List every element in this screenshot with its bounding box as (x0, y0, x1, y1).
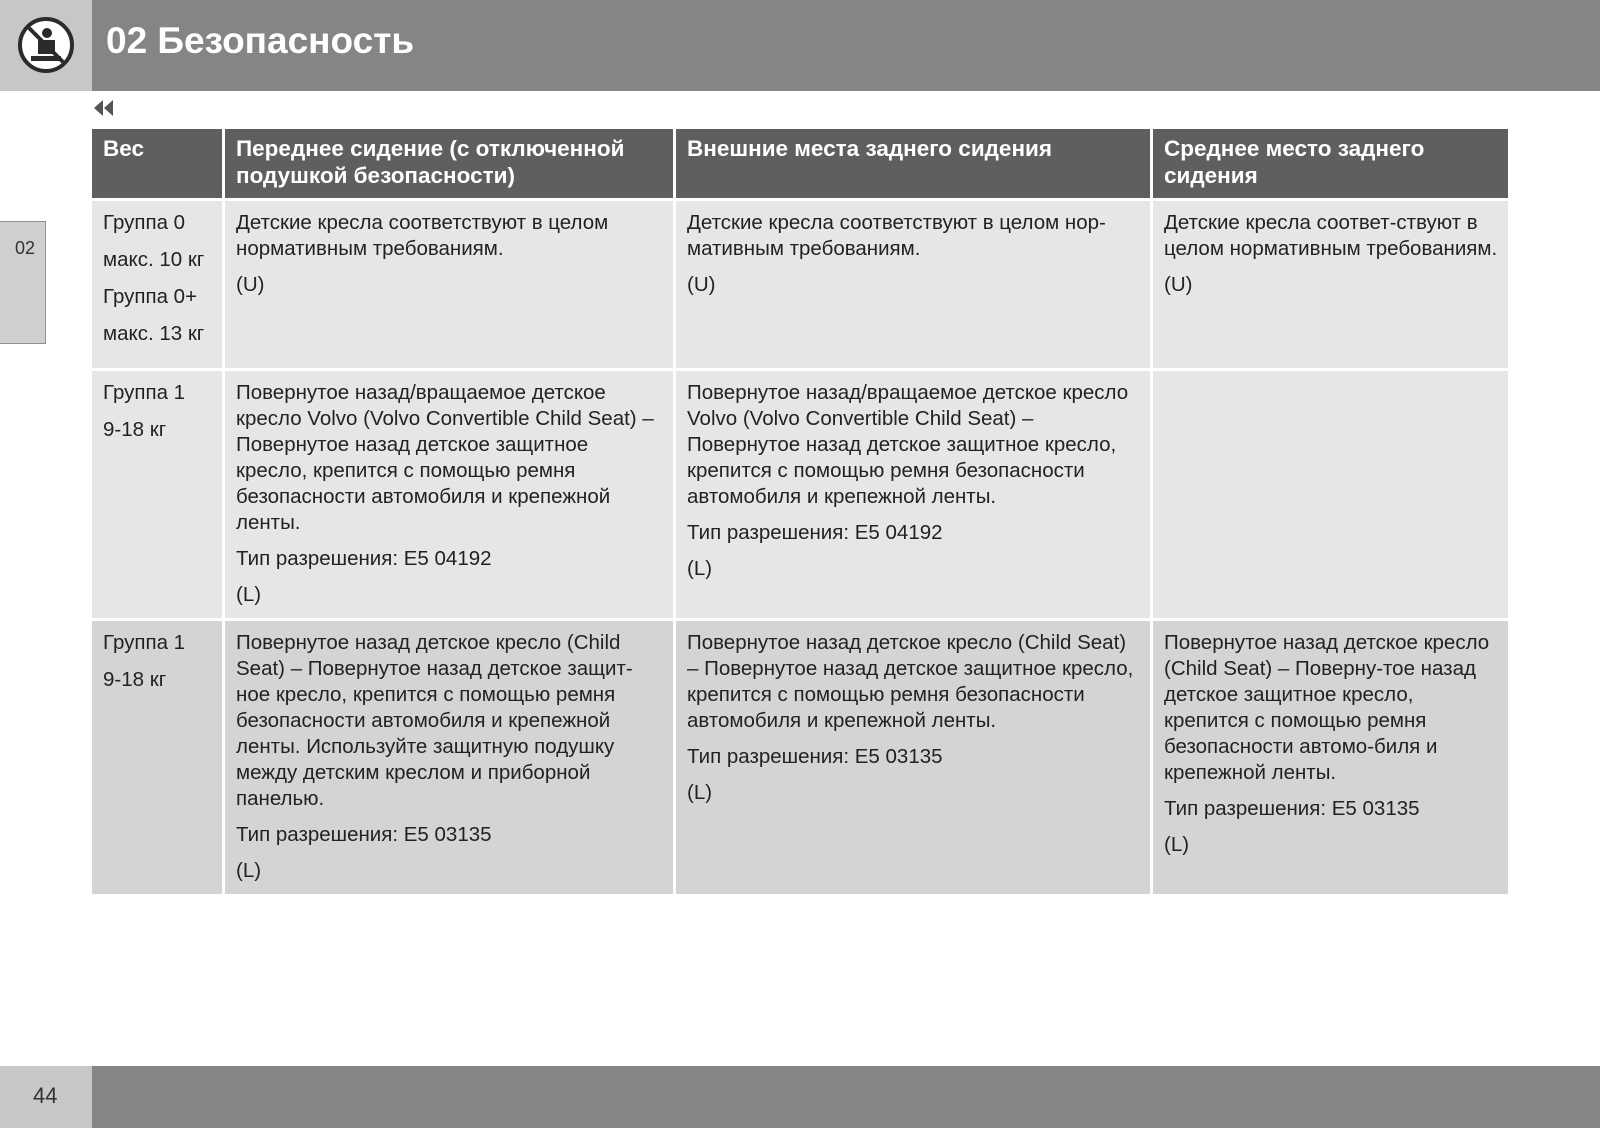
table-header-row (92, 129, 1508, 198)
cell-code: (L) (1164, 833, 1190, 856)
cell-text: Повернутое назад детское кресло (Child Seat) – Поверну-тое назад детское защитное кресло, крепится с помощью ремня безопасности автомо-биля и крепежной ленты. (1164, 631, 1490, 784)
middle-rear-cell (1150, 618, 1508, 894)
page-title: 02 Безопасность (106, 20, 415, 61)
outer-rear-cell (673, 198, 1150, 368)
weight-group: Группа 1 (103, 631, 186, 654)
child-seat-prohibited-icon (17, 16, 75, 74)
weight-value: 9-18 кг (103, 668, 167, 691)
cell-approval: Тип разрешения: E5 04192 (687, 521, 943, 544)
weight-group: Группа 0 (103, 211, 186, 234)
weight-cell (92, 368, 222, 618)
cell-approval: Тип разрешения: E5 03135 (236, 823, 492, 846)
double-left-arrow-icon[interactable] (92, 97, 116, 119)
weight-value: макс. 13 кг (103, 322, 205, 345)
chapter-tab-label: 02 (15, 238, 36, 258)
front-seat-cell (222, 618, 673, 894)
column-header-outer-rear: Внешние места заднего сидения (673, 129, 1150, 198)
child-seat-table (92, 129, 1508, 894)
outer-rear-cell (673, 368, 1150, 618)
cell-text: Повернутое назад детское кресло (Child Seat) – Повернутое назад детское защитное кресло, крепится с помощью ремня безопасности автомобиля и крепежной ленты. (687, 631, 1134, 732)
middle-rear-cell (1150, 368, 1508, 618)
cell-code: (L) (687, 557, 713, 580)
page-number: 44 (33, 1083, 58, 1108)
outer-rear-cell (673, 618, 1150, 894)
cell-text: Детские кресла соответствуют в целом нормативным требованиям. (236, 211, 609, 260)
column-header-middle-rear: Среднее место заднего сидения (1150, 129, 1508, 198)
weight-value: 9-18 кг (103, 418, 167, 441)
cell-text: Детские кресла соответ-ствуют в целом нормативным требованиям. (1164, 211, 1498, 260)
weight-group: Группа 1 (103, 381, 186, 404)
column-header-weight: Вес (92, 129, 222, 198)
cell-code: (L) (236, 583, 262, 606)
cell-code: (U) (687, 273, 716, 296)
cell-code: (U) (236, 273, 265, 296)
cell-text: Повернутое назад/вращаемое детское кресло Volvo (Volvo Convertible Child Seat) – Повернутое назад детское защитное кресло, крепится с помощью ремня безопасности автомобиля и крепежной ленты. (687, 381, 1129, 508)
cell-approval: Тип разрешения: E5 03135 (1164, 797, 1420, 820)
cell-text: Детские кресла соответствуют в целом нор-мативным требованиям. (687, 211, 1106, 260)
middle-rear-cell (1150, 198, 1508, 368)
weight-cell (92, 618, 222, 894)
front-seat-cell (222, 368, 673, 618)
cell-code: (L) (687, 781, 713, 804)
footer-bar (92, 1066, 1600, 1128)
column-header-front-seat: Переднее сидение (с отключенной подушкой безопасности) (222, 129, 673, 198)
weight-group: Группа 0+ (103, 285, 198, 308)
cell-code: (L) (236, 859, 262, 882)
footer-page-box (0, 1066, 92, 1128)
cell-code: (U) (1164, 273, 1193, 296)
cell-approval: Тип разрешения: E5 04192 (236, 547, 492, 570)
header-icon-box (0, 0, 92, 91)
table-row (92, 618, 1508, 894)
chapter-tab[interactable] (0, 221, 46, 344)
cell-text: Повернутое назад/вращаемое детское кресло Volvo (Volvo Convertible Child Seat) – Повернутое назад детское защитное кресло, крепится с помощью ремня безопасности автомобиля и крепежной ленты. (236, 381, 654, 534)
cell-text: Повернутое назад детское кресло (Child Seat) – Повернутое назад детское защит-ное кресло, крепится с помощью ремня безопасности автомобиля и крепежной ленты. Используйте защитную подушку между детским креслом и приборной панелью. (236, 631, 633, 810)
weight-cell (92, 198, 222, 368)
weight-value: макс. 10 кг (103, 248, 205, 271)
cell-approval: Тип разрешения: E5 03135 (687, 745, 943, 768)
front-seat-cell (222, 198, 673, 368)
table-row (92, 198, 1508, 368)
table-row (92, 368, 1508, 618)
